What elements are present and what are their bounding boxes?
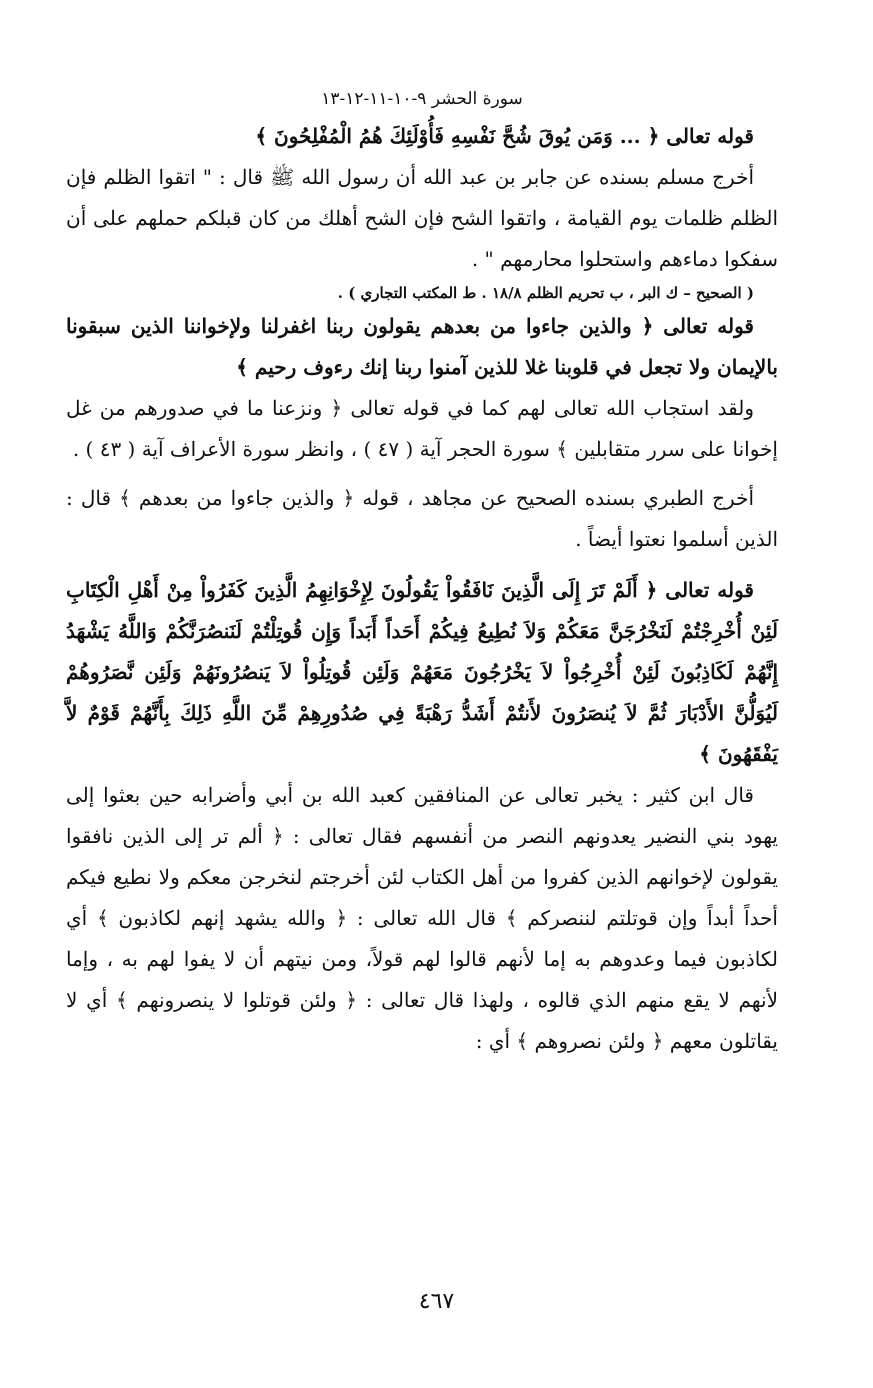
commentary-paragraph-2: أخرج الطبري بسنده الصحيح عن مجاهد ، قوله ﴿ والذين جاءوا من بعدهم ﴾ قال : الذين أسلموا نعتوا أيضاً . — [66, 486, 778, 551]
hadith-paragraph: أخرج مسلم بسنده عن جابر بن عبد الله أن رسول الله ﷺ قال : " اتقوا الظلم فإن الظلم ظلمات يوم القيامة ، واتقوا الشح فإن الشح أهلك من كان قبلكم حملهم على أن سفكوا دماءهم واستحلوا محارمهم " . — [66, 165, 778, 271]
book-page — [66, 86, 778, 1366]
running-header: سورة الحشر ٩-١٠-١١-١٢-١٣ — [321, 89, 523, 109]
page-number: ٤٦٧ — [418, 1289, 455, 1314]
verse-heading-2: قوله تعالى ﴿ والذين جاءوا من بعدهم يقولون ربنا اغفرلنا ولإخواننا الذين سبقونا بالإيمان ولا تجعل في قلوبنا غلا للذين آمنوا ربنا إنك رءوف رحيم ﴾ — [66, 314, 778, 379]
verse-heading-3: قوله تعالى ﴿ أَلَمْ تَرَ إِلَى الَّذِينَ نَافَقُواْ يَقُولُونَ لِإِخْوَانِهِمُ الَّذِينَ كَفَرُواْ مِنْ أَهْلِ الْكِتَابِ لَئِنْ أُخْرِجْتُمْ لَنَخْرُجَنَّ مَعَكُمْ وَلاَ نُطِيعُ فِيكُمْ أَحَداً أَبَداً وَإِن قُوتِلْتُمْ لَنَنصُرَنَّكُمْ وَاللَّهُ يَشْهَدُ إِنَّهُمْ لَكَاذِبُونَ لَئِنْ أُخْرِجُواْ لاَ يَخْرُجُونَ مَعَهُمْ وَلَئِن قُوتِلُواْ لاَ يَنصُرُونَهُمْ وَلَئِن نَّصَرُوهُمْ لَيُوَلُّنَّ الأَدْبَارَ ثُمَّ لاَ يُنصَرُونَ لأَنتُمْ أَشَدُّ رَهْبَةً فِي صُدُورِهِمْ مِّنَ اللَّهِ ذَلِكَ بِأَنَّهُمْ قَوْمٌ لاَّ يَفْقَهُونَ ﴾ — [66, 578, 778, 766]
ibn-kathir-paragraph: قال ابن كثير : يخبر تعالى عن المنافقين كعبد الله بن أبي وأضرابه حين بعثوا إلى يهود بني النضير يعدونهم النصر من أنفسهم فقال تعالى : ﴿ ألم تر إلى الذين نافقوا يقولون لإخوانهم الذين كفروا من أهل الكتاب لئن أخرجتم لنخرجن معكم ولا نطيع فيكم أحداً أبداً وإن قوتلتم لننصركم ﴾ قال الله تعالى : ﴿ والله يشهد إنهم لكاذبون ﴾ أي لكاذبون فيما وعدوهم به إما لأنهم قالوا لهم قولاً، ومن نيتهم أن لا يفوا لهم به ، وإما لأنهم لا يقع منهم الذي قالوه ، ولهذا قال تعالى : ﴿ ولئن قوتلوا لا ينصرونهم ﴾ أي لا يقاتلون معهم ﴿ ولئن نصروهم ﴾ أي : — [66, 783, 778, 1053]
commentary-paragraph-1: ولقد استجاب الله تعالى لهم كما في قوله تعالى ﴿ ونزعنا ما في صدورهم من غل إخوانا على سرر متقابلين ﴾ سورة الحجر آية ( ٤٧ ) ، وانظر سورة الأعراف آية ( ٤٣ ) . — [66, 396, 778, 461]
source-reference: ( الصحيح – ك البر ، ب تحريم الظلم ١٨/٨ . ط المكتب التجاري ) . — [337, 284, 754, 302]
verse-heading-1: قوله تعالى ﴿ ... وَمَن يُوقَ شُحَّ نَفْسِهِ فَأُوْلَئِكَ هُمُ الْمُفْلِحُونَ ﴾ — [255, 124, 754, 148]
